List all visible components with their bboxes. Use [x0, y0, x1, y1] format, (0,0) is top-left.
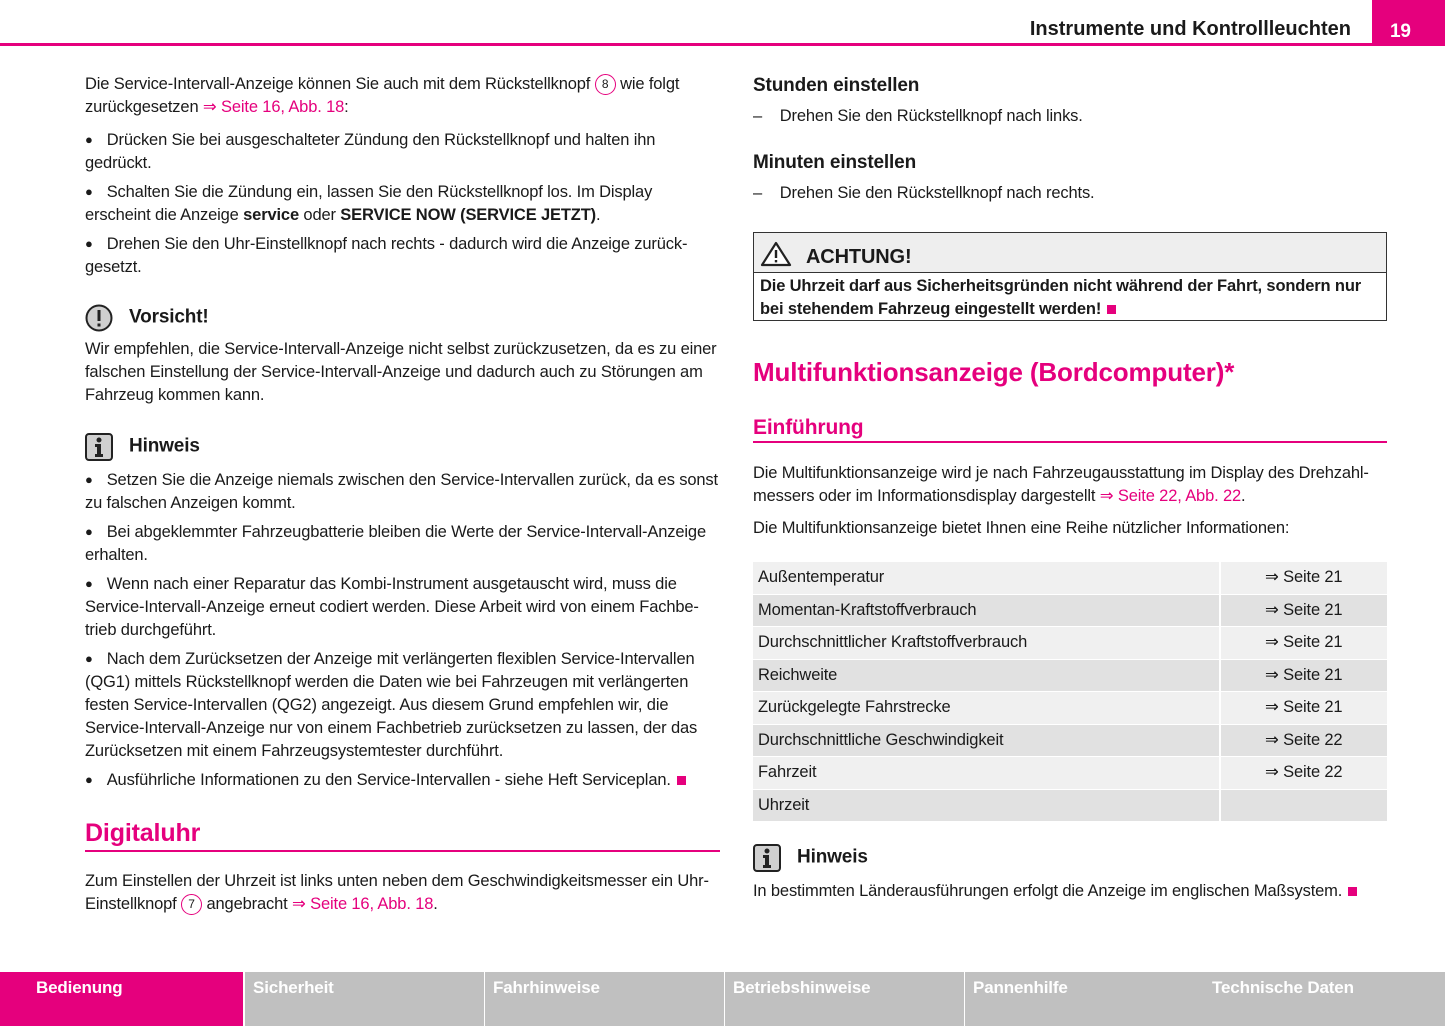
info-table — [753, 561, 1387, 822]
footer-tab-betriebshinweise[interactable]: Betriebshinweise — [725, 972, 964, 1026]
warning-triangle-icon — [760, 241, 792, 267]
warning-box: ACHTUNG! Die Uhrzeit darf aus Sicherheitsgründen nicht während der Fahrt, sondern nur bei stehendem Fahrzeug eingestellt werden! — [753, 232, 1387, 321]
list-item: ● Wenn nach einer Reparatur das Kombi-Instrument ausgetauscht wird, muss die Service-Intervall-Anzeige erneut codiert werden. Diese Arbeit wird von einem Fachbe-trieb durchgeführt. — [85, 573, 720, 642]
knob-7-marker: 7 — [181, 894, 202, 915]
function-name: Reichweite — [753, 660, 1219, 692]
footer-tab-fahrhinweise[interactable]: Fahrhinweise — [485, 972, 724, 1026]
end-marker — [1348, 887, 1357, 896]
footer-tab-technische-daten[interactable]: Technische Daten — [1204, 972, 1445, 1026]
list-item: ● Bei abgeklemmter Fahrzeugbatterie bleiben die Werte der Service-Intervall-Anzeige erhalten. — [85, 521, 720, 567]
caution-block: Vorsicht! Wir empfehlen, die Service-Intervall-Anzeige nicht selbst zurückzusetzen, da es zu einer falschen Einstellung der Service-Intervall-Anzeige und dadurch auch zu Störungen am Fahrzeug kommen kann. — [85, 304, 720, 407]
function-name: Außentemperatur — [753, 562, 1219, 594]
multifunction-heading: Multifunktionsanzeige (Bordcomputer)* — [753, 357, 1235, 387]
table-row — [753, 595, 1387, 627]
knob-8-marker: 8 — [595, 74, 616, 95]
caution-icon — [85, 304, 113, 332]
function-name: Durchschnittliche Geschwindigkeit — [753, 725, 1219, 757]
end-marker — [1107, 305, 1116, 314]
page-reference[interactable]: ⇒ Seite 21 — [1219, 692, 1387, 724]
list-item: ● Ausführliche Informationen zu den Service-Intervallen - siehe Heft Serviceplan. — [85, 769, 720, 792]
page-reference — [1219, 790, 1387, 822]
page-reference[interactable]: ⇒ Seite 21 — [1219, 595, 1387, 627]
list-item: ● Drücken Sie bei ausgeschalteter Zündung den Rückstellknopf und halten ihn gedrückt. — [85, 129, 720, 175]
function-name: Zurückgelegte Fahrstrecke — [753, 692, 1219, 724]
intro-subsection: Einführung Die Multifunktionsanzeige wird je nach Fahrzeugausstattung im Display des Drehzahl-messers oder im Informationsdisplay dargestellt ⇒ Seite 22, Abb. 22. Die Multifunktionsanzeige bietet Ihnen eine Reihe nützlicher Informationen: — [753, 416, 1387, 540]
info-icon — [85, 433, 113, 461]
section-heading: Digitaluhr — [85, 819, 201, 847]
table-row — [753, 757, 1387, 789]
page-reference[interactable]: ⇒ Seite 22 — [1219, 725, 1387, 757]
note-block: Hinweis ● Setzen Sie die Anzeige niemals zwischen den Service-Intervallen zurück, da es sonst zu falschen Anzeigen kommt. ● Bei abgeklemmter Fahrzeugbatterie bleiben die Werte der Service-Intervall-Anzeige erhalten. ● Wenn nach einer Reparatur das Kombi-Instrument ausgetauscht wird, muss die Service-Intervall-Anzeige erneut codiert werden. Diese Arbeit wird von einem Fachbe-trieb durchgeführt. ● Nach dem Zurücksetzen der Anzeige mit verlängerten flexiblen Service-Intervallen (QG1) mittels Rückstellknopf werden die Daten wie bei Fahrzeugen mit verlängerten festen Service-Intervallen (QG2) angezeigt. Aus diesem Grund empfehlen wir, die Service-Intervall-Anzeige nur von einem Fachbetrieb zurücksetzen zu lassen, der das Zurücksetzen mit einem Fahrzeugsystemtester durchführt. ● Ausführliche Informationen zu den Service-Intervallen - siehe Heft Serviceplan. — [85, 433, 720, 792]
note-block-right: Hinweis In bestimmten Länderausführungen erfolgt die Anzeige im englischen Maßsystem. — [753, 844, 1387, 903]
table-row — [753, 562, 1387, 594]
footer-tab-pannenhilfe[interactable]: Pannenhilfe — [965, 972, 1204, 1026]
page-link[interactable]: ⇒ Seite 16, Abb. 18 — [292, 894, 434, 913]
function-name: Durchschnittlicher Kraftstoffverbrauch — [753, 627, 1219, 659]
list-item: ● Nach dem Zurücksetzen der Anzeige mit verlängerten flexiblen Service-Intervallen (QG1) mittels Rückstellknopf werden die Daten wie bei Fahrzeugen mit verlängerten festen Service-Intervallen (QG2) angezeigt. Aus diesem Grund empfehlen wir, die Service-Intervall-Anzeige nur von einem Fachbetrieb zurücksetzen zu lassen, der das Zurücksetzen mit einem Fahrzeugsystemtester durchführt. — [85, 648, 720, 763]
table-row — [753, 627, 1387, 659]
list-item: ● Setzen Sie die Anzeige niemals zwischen den Service-Intervallen zurück, da es sonst zu falschen Anzeigen kommt. — [85, 469, 720, 515]
page-link[interactable]: ⇒ Seite 22, Abb. 22 — [1099, 486, 1242, 505]
page-link[interactable]: ⇒ Seite 16, Abb. 18 — [202, 98, 345, 116]
end-marker — [677, 776, 686, 785]
function-name: Momentan-Kraftstoffverbrauch — [753, 595, 1219, 627]
list-item: ● Schalten Sie die Zündung ein, lassen Sie den Rückstellknopf los. Im Display erscheint die Anzeige service oder SERVICE NOW (SERVICE JETZT). — [85, 181, 720, 227]
page-reference[interactable]: ⇒ Seite 21 — [1219, 627, 1387, 659]
page-reference[interactable]: ⇒ Seite 21 — [1219, 660, 1387, 692]
hours-block: Stunden einstellen – Drehen Sie den Rückstellknopf nach links. — [753, 75, 1083, 125]
info-icon — [753, 844, 781, 872]
reset-steps — [85, 129, 720, 279]
digitaluhr-section: Digitaluhr Zum Einstellen der Uhrzeit ist links unten neben dem Geschwindigkeitsmesser ein Uhr-Einstellknopf 7 angebracht ⇒ Seite 16, Abb. 18. — [85, 822, 720, 916]
page-reference[interactable]: ⇒ Seite 22 — [1219, 757, 1387, 789]
list-item: ● Drehen Sie den Uhr-Einstellknopf nach rechts - dadurch wird die Anzeige zurück-gesetzt. — [85, 233, 720, 279]
footer-tab-bedienung[interactable]: Bedienung — [0, 972, 243, 1026]
page-number: 19 — [1372, 0, 1445, 46]
footer-tab-sicherheit[interactable]: Sicherheit — [245, 972, 484, 1026]
table-row — [753, 725, 1387, 757]
page-reference[interactable]: ⇒ Seite 21 — [1219, 562, 1387, 594]
chapter-title: Instrumente und Kontrollleuchten — [1029, 18, 1351, 40]
function-name: Fahrzeit — [753, 757, 1219, 789]
table-row — [753, 692, 1387, 724]
header-rule — [0, 43, 1372, 46]
intro-paragraph: Die Service-Intervall-Anzeige können Sie auch mit dem Rückstellknopf 8 wie folgt zurückgesetzen ⇒ Seite 16, Abb. 18: — [85, 75, 680, 116]
minutes-block: Minuten einstellen – Drehen Sie den Rückstellknopf nach rechts. — [753, 152, 1095, 202]
function-name: Uhrzeit — [753, 790, 1219, 822]
table-row — [753, 790, 1387, 822]
table-row — [753, 660, 1387, 692]
